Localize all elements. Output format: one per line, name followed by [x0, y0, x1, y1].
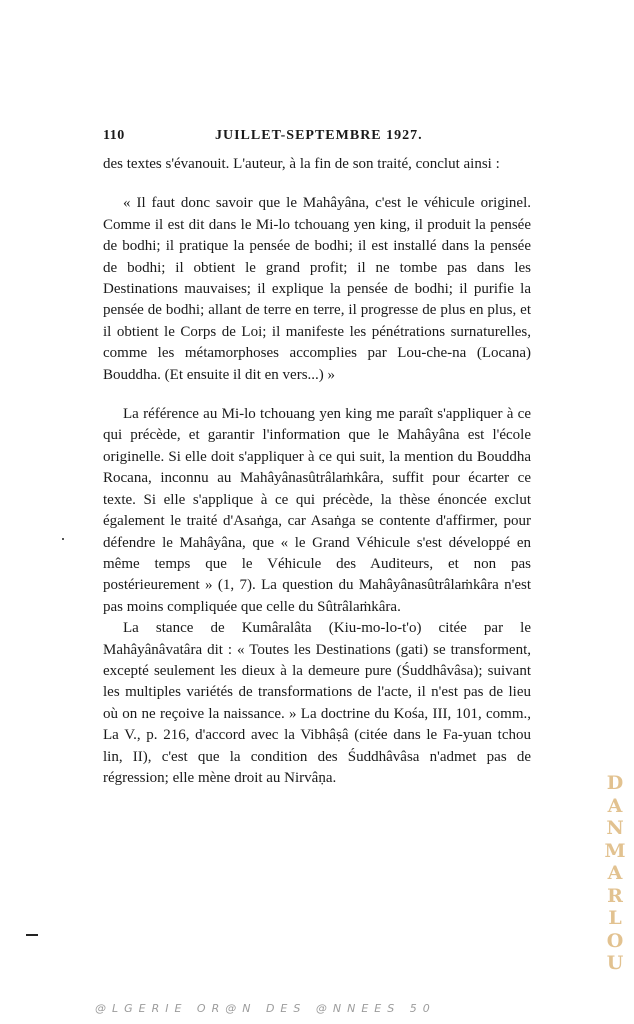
body-text	[103, 154, 531, 789]
paragraph-quotation: « Il faut donc savoir que le Mahâyâna, c'est le véhicule originel. Comme il est dit dans le Mi-lo tchouang yen king, il produit la pensée de bodhi; il pratique la pensée de bodhi; il est installé dans la pensée de bodhi; il obtient le grand profit; il ne tombe pas dans les Destinations mauvaises; il explique la pensée de bodhi; il purifie la pensée de bodhi; allant de terre en terre, il progresse de plus en plus, et il obtient le Corps de Loi; il manifeste les pénétrations surnaturelles, comme les métamorphoses accomplies par Lou-che-na (Locana) Bouddha. (Et ensuite il dit en vers...) »	[103, 195, 531, 383]
margin-speck	[62, 538, 64, 540]
page-number: 110	[103, 128, 125, 143]
watermark-vertical: DANMARLOU	[604, 772, 626, 974]
margin-mark	[26, 934, 38, 936]
footer-watermark: @LGERIE OR@N DES @NNEES 50	[95, 1002, 436, 1015]
paragraph-continuation: des textes s'évanouit. L'auteur, à la fin de son traité, conclut ainsi :	[103, 156, 500, 172]
paragraph-reference: La référence au Mi-lo tchouang yen king me paraît s'appliquer à ce qui précède, et garantir l'information que le Mahâyâna est l'école originelle. Si elle doit s'appliquer à ce qui suit, la mention du Bouddha Rocana, inconnu au Mahâyânasûtrâlaṁkâra, suffit pour écarter ce texte. Si elle s'applique à ce qui précède, la thèse énoncée exclut également le traité d'Asaṅga, car Asaṅga se contente d'affirmer, pour défendre le Mahâyâna, que « le Grand Véhicule s'est développé en même temps que le Véhicule des Auditeurs, et non pas postérieurement » (1, 7). La question du Mahâyânasûtrâlaṁkâra n'est pas moins compliquée que celle du Sûtrâlaṁkâra.	[103, 406, 531, 615]
page-header	[103, 128, 533, 148]
paragraph-stance: La stance de Kumâralâta (Kiu-mo-lo-t'o) citée par le Mahâyânâvatâra dit : « Toutes les Destinations (gati) se transforment, excepté seulement les dieux à la demeure pure (Śuddhâvâsa); suivant les multiples variétés de transformations de l'acte, il n'est pas de lieu où on ne reçoive la naissance. » La doctrine du Kośa, III, 101, comm., La V., p. 216, d'accord avec la Vibhâṣâ (citée dans le Fa-yuan tchou lin, II), c'est que la condition des Śuddhâvâsa n'admet pas de régression; elle mène droit au Nirvâṇa.	[103, 620, 531, 786]
running-title: JUILLET-SEPTEMBRE 1927.	[215, 128, 423, 143]
